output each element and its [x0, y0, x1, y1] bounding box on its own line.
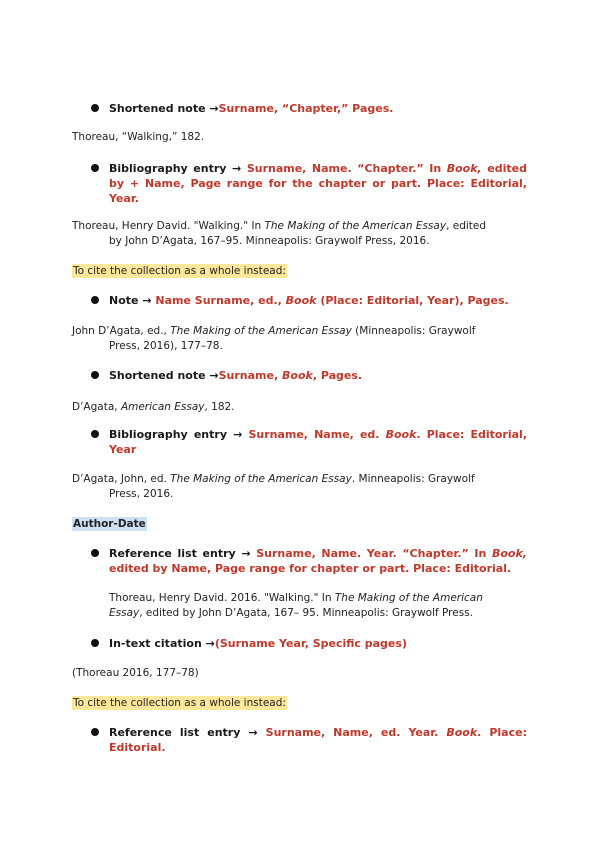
example-book: Essay: [109, 607, 140, 619]
example-book: The Making of the American: [334, 592, 483, 604]
example-text: , edited: [446, 220, 487, 232]
example-shortened-note: Thoreau, “Walking,” 182.: [72, 131, 205, 143]
bullet-bibliography-entry: [91, 161, 527, 206]
format-book: Book: [285, 294, 317, 307]
format-text-cont: . Place: Editorial.: [109, 726, 527, 754]
format-text: Surname, Name, ed. Year.: [265, 726, 447, 739]
example-text: John D’Agata, ed.,: [72, 325, 171, 337]
bullet-dot: [91, 549, 99, 557]
example-text-line2: , edited by John D’Agata, 167– 95. Minneapolis: Graywolf Press.: [139, 607, 473, 619]
example-book: The Making of the American Essay: [170, 473, 352, 485]
example-text: D’Agata,: [72, 401, 121, 413]
example-book: The Making of the American Essay: [264, 220, 447, 232]
bullet-label: Reference list entry: [109, 726, 241, 739]
collection-note-highlight: [72, 264, 287, 279]
format-text-cont: edited by + Name, Page range for the chapter or part. Place: Editorial, Year.: [109, 162, 527, 205]
example-text: D’Agata, John, ed.: [72, 473, 171, 485]
highlight-text: To cite the collection as a whole instead:: [73, 265, 286, 277]
bullet-label: In-text citation: [109, 637, 202, 650]
example-text-line2: by John D’Agata, 167–95. Minneapolis: Graywolf Press, 2016.: [109, 235, 430, 247]
bullet-label: Reference list entry: [109, 547, 236, 560]
arrow: →: [142, 294, 152, 307]
arrow: →: [205, 637, 215, 650]
example-book: The Making of the American Essay: [170, 325, 352, 337]
bullet-dot: [91, 164, 99, 172]
example-bibliography-entry: [72, 219, 527, 249]
example-note: [72, 324, 527, 354]
bullet-dot: [91, 639, 99, 647]
format-text-cont: . Place: Editorial, Year: [109, 428, 527, 456]
section-heading: [72, 517, 147, 532]
format-text: Surname, Name. Year. “Chapter.” In: [256, 547, 492, 560]
bullet-dot: [91, 430, 99, 438]
format-book: Book,: [446, 162, 482, 175]
example-text: Thoreau, Henry David. 2016. "Walking." In: [109, 592, 335, 604]
arrow: →: [209, 102, 219, 115]
format-text: Surname, Name. “Chapter.” In: [246, 162, 447, 175]
example-text: , 182.: [204, 401, 235, 413]
bullet-label: Bibliography entry: [109, 162, 227, 175]
bullet-label: Note: [109, 294, 139, 307]
format-text: (Surname Year, Specific pages): [214, 637, 407, 650]
arrow: →: [232, 162, 242, 175]
collection-note-highlight-2: [72, 696, 287, 711]
format-book: Book: [446, 726, 478, 739]
format-text: Surname,: [218, 369, 282, 382]
section-title: Author-Date: [73, 518, 146, 530]
arrow: →: [233, 428, 243, 441]
format-text-cont: edited by Name, Page range for chapter or part. Place: Editorial.: [109, 562, 512, 575]
bullet-dot: [91, 728, 99, 736]
example-bibliography-entry-2: [72, 472, 527, 502]
highlight-text: To cite the collection as a whole instead:: [73, 697, 286, 709]
example-text-line2: Press, 2016.: [109, 488, 174, 500]
format-book: Book,: [491, 547, 527, 560]
example-reference-list-entry: [109, 591, 527, 621]
format-text-cont: (Place: Editorial, Year), Pages.: [316, 294, 509, 307]
arrow: →: [241, 547, 251, 560]
bullet-shortened-note-2: [91, 368, 527, 383]
format-text: Name Surname, ed.,: [155, 294, 286, 307]
bullet-label: Shortened note: [109, 102, 206, 115]
arrow: →: [209, 369, 219, 382]
format-text-cont: , Pages.: [312, 369, 363, 382]
bullet-dot: [91, 104, 99, 112]
bullet-dot: [91, 371, 99, 379]
bullet-bibliography-entry-2: [91, 427, 527, 457]
bullet-dot: [91, 296, 99, 304]
example-text: Thoreau, Henry David. "Walking." In: [72, 220, 265, 232]
example-text-line2: Press, 2016), 177–78.: [109, 340, 223, 352]
example-book: American Essay: [120, 401, 205, 413]
example-in-text-citation: (Thoreau 2016, 177–78): [72, 667, 199, 679]
bullet-reference-list-entry-2: [91, 725, 527, 755]
format-book: Book: [385, 428, 417, 441]
example-shortened-note-2: [72, 400, 235, 415]
example-text: . Minneapolis: Graywolf: [351, 473, 475, 485]
example-text: (Minneapolis: Graywolf: [351, 325, 476, 337]
bullet-label: Shortened note: [109, 369, 206, 382]
format-text: Surname, “Chapter,” Pages.: [218, 102, 394, 115]
bullet-shortened-note: [91, 101, 527, 116]
bullet-reference-list-entry: [91, 546, 527, 576]
bullet-label: Bibliography entry: [109, 428, 227, 441]
arrow: →: [248, 726, 258, 739]
format-book: Book: [282, 369, 313, 382]
format-text: Surname, Name, ed.: [248, 428, 386, 441]
bullet-note: [91, 293, 527, 308]
bullet-in-text-citation: [91, 636, 527, 651]
